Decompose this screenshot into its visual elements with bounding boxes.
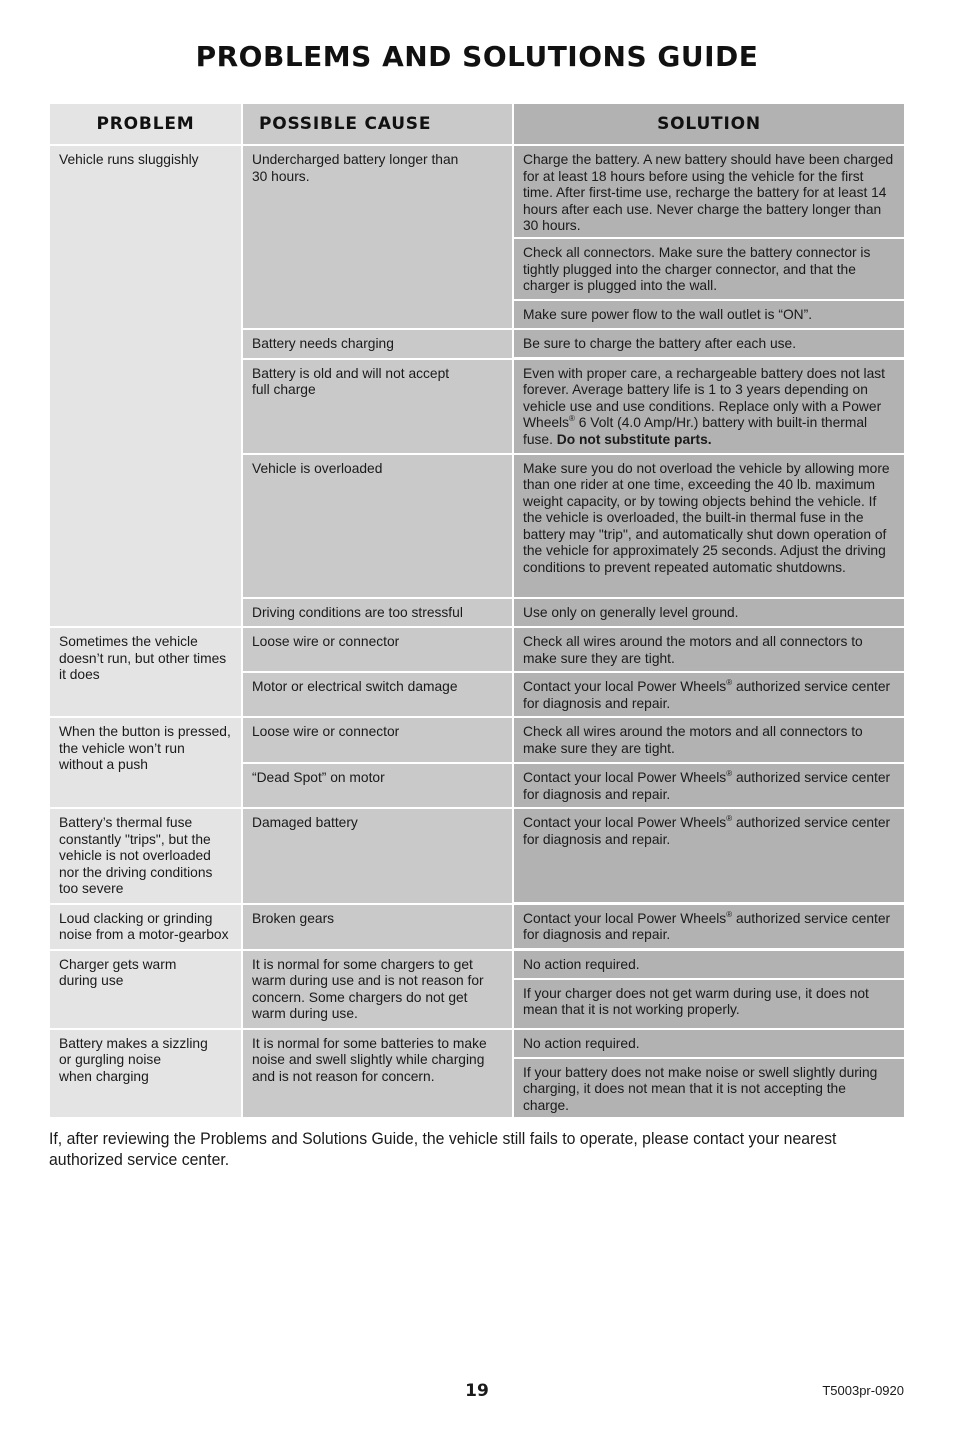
text-line: Charge the battery. A new battery should have been charged for at least 18 hours before using the vehicle for the first time. After first-time use, recharge the battery for at least 14 hours after each use. Never charge the battery longer than 30 hours. bbox=[523, 152, 894, 233]
text-line: when charging bbox=[59, 1068, 149, 1084]
text-run: Contact your local Power Wheels bbox=[523, 770, 727, 785]
registered-mark: ® bbox=[726, 678, 733, 687]
text-line: during use bbox=[59, 973, 124, 988]
text-line: Loose wire or connector bbox=[252, 634, 400, 649]
problem-cell bbox=[50, 144, 243, 626]
footer-note: If, after reviewing the Problems and Solutions Guide, the vehicle still fails to operate, please contact your nearest authorized service center. bbox=[49, 1129, 837, 1169]
emphasis-text: Do not substitute parts. bbox=[556, 431, 712, 447]
registered-mark: ® bbox=[726, 909, 733, 919]
rich-text bbox=[523, 911, 890, 943]
problem-cell bbox=[50, 903, 243, 949]
text-line: Vehicle is overloaded bbox=[252, 460, 383, 476]
registered-mark: ® bbox=[726, 769, 733, 778]
rich-text bbox=[523, 366, 885, 447]
text-run: authorized service center for diagnosis and repair. bbox=[523, 679, 891, 711]
header-solution: SOLUTION bbox=[514, 104, 904, 144]
problem-cell bbox=[50, 949, 243, 1028]
text-line: If your charger does not get warm during use, it does not mean that it is not working properly. bbox=[523, 985, 869, 1017]
rich-text bbox=[523, 815, 890, 847]
solution-cell bbox=[514, 299, 904, 328]
solution-cell bbox=[514, 328, 904, 357]
text-run: Contact your local Power Wheels bbox=[523, 815, 727, 830]
text-line: Driving conditions are too stressful bbox=[252, 604, 463, 620]
cause-cell bbox=[243, 762, 514, 807]
text-line: Motor or electrical switch damage bbox=[252, 679, 458, 694]
text-line: Loud clacking or grinding noise from a motor-gearbox bbox=[59, 910, 229, 942]
cause-cell bbox=[243, 716, 514, 762]
cause-cell bbox=[243, 903, 514, 949]
header-possible-cause: POSSIBLE CAUSE bbox=[243, 104, 514, 144]
text-run: Contact your local Power Wheels bbox=[523, 910, 727, 926]
problem-cell bbox=[50, 626, 243, 716]
cause-cell bbox=[243, 949, 514, 1028]
problem-cell bbox=[50, 716, 243, 807]
cause-cell bbox=[243, 597, 514, 627]
solution-cell bbox=[514, 453, 904, 597]
text-line: If your battery does not make noise or swell slightly during charging, it does not mean that it is not accepting the charge. bbox=[523, 1064, 878, 1113]
solution-cell bbox=[514, 762, 904, 807]
text-line: No action required. bbox=[523, 1035, 640, 1051]
text-line: Damaged battery bbox=[252, 815, 358, 830]
text-line: No action required. bbox=[523, 956, 640, 972]
cause-cell bbox=[243, 1028, 514, 1117]
cause-cell bbox=[243, 807, 514, 903]
text-line: Battery needs charging bbox=[252, 336, 394, 351]
text-run: authorized service center for diagnosis and repair. bbox=[523, 910, 891, 942]
text-line: Battery makes a sizzling bbox=[59, 1035, 208, 1051]
page-title: PROBLEMS AND SOLUTIONS GUIDE bbox=[195, 40, 759, 73]
text-line: Broken gears bbox=[252, 910, 335, 926]
text-line: Undercharged battery longer than bbox=[252, 152, 459, 167]
solution-cell bbox=[514, 1028, 904, 1057]
text-line: Make sure power flow to the wall outlet is “ON”. bbox=[523, 307, 813, 322]
problem-cell bbox=[50, 1028, 243, 1117]
text-line: Check all wires around the motors and all connectors to make sure they are tight. bbox=[523, 634, 863, 666]
text-line: Be sure to charge the battery after each use. bbox=[523, 336, 797, 351]
text-run: Even with proper care, a rechargeable battery does not last forever. Average battery life is 1 to 3 years depending on vehicle use and use conditions. Replace only with a Power Wheels bbox=[523, 365, 885, 430]
solution-cell bbox=[514, 671, 904, 716]
text-run: 6 Volt (4.0 Amp/Hr.) battery with built-in thermal fuse. bbox=[523, 415, 868, 447]
text-line: Charger gets warm bbox=[59, 956, 177, 972]
cause-cell bbox=[243, 626, 514, 671]
text-line: It is normal for some chargers to get warm during use and is not reason for concern. Some chargers do not get warm during use. bbox=[252, 956, 484, 1021]
solution-cell bbox=[514, 903, 904, 948]
solution-cell bbox=[514, 597, 904, 626]
text-line: Loose wire or connector bbox=[252, 724, 400, 739]
header-problem: PROBLEM bbox=[50, 104, 243, 144]
text-line: 30 hours. bbox=[252, 168, 310, 184]
cause-cell bbox=[243, 453, 514, 597]
solution-cell bbox=[514, 978, 904, 1028]
solution-cell bbox=[514, 716, 904, 762]
rich-text bbox=[523, 679, 890, 711]
document-code: T5003pr-0920 bbox=[822, 1383, 904, 1398]
text-line: “Dead Spot” on motor bbox=[252, 770, 385, 785]
text-line: When the button is pressed, the vehicle won’t run without a push bbox=[59, 724, 231, 772]
text-line: full charge bbox=[252, 382, 316, 397]
text-line: Battery is old and will not accept bbox=[252, 365, 450, 381]
cause-cell bbox=[243, 144, 514, 328]
registered-mark: ® bbox=[726, 814, 733, 823]
text-line: Check all connectors. Make sure the battery connector is tightly plugged into the charger connector, and that the charger is plugged into the wall. bbox=[523, 245, 871, 293]
text-line: Check all wires around the motors and all connectors to make sure they are tight. bbox=[523, 724, 863, 756]
text-run: authorized service center for diagnosis and repair. bbox=[523, 815, 891, 847]
text-run: authorized service center for diagnosis and repair. bbox=[523, 770, 891, 802]
text-line: Use only on generally level ground. bbox=[523, 604, 739, 620]
cause-cell bbox=[243, 358, 514, 453]
solution-cell bbox=[514, 949, 904, 978]
cause-cell bbox=[243, 328, 514, 358]
solution-cell bbox=[514, 807, 904, 902]
text-line: It is normal for some batteries to make noise and swell slightly while charging and is not reason for concern. bbox=[252, 1035, 487, 1084]
text-line: Make sure you do not overload the vehicle by allowing more than one rider at one time, exceeding the 40 lb. maximum weight capacity, or by towing objects behind the vehicle. If the vehicle is overloaded, the built-in thermal fuse in the battery may "trip", and automatically shut down operation of the vehicle for approximately 25 seconds. Adjust the driving conditions to prevent repeated automatic shutdowns. bbox=[523, 460, 890, 575]
cause-cell bbox=[243, 671, 514, 716]
rich-text bbox=[523, 770, 890, 802]
text-line: Vehicle runs sluggishly bbox=[59, 152, 199, 167]
problems-solutions-table bbox=[50, 104, 904, 1117]
page-number: 19 bbox=[465, 1381, 489, 1401]
solution-cell bbox=[514, 237, 904, 299]
registered-mark: ® bbox=[569, 414, 575, 423]
solution-cell bbox=[514, 626, 904, 671]
solution-cell bbox=[514, 1057, 904, 1117]
solution-cell bbox=[514, 144, 904, 237]
text-line: Battery’s thermal fuse constantly "trips", but the vehicle is not overloaded nor the driving conditions too severe bbox=[59, 815, 213, 896]
text-line: Sometimes the vehicle doesn’t run, but other times it does bbox=[59, 634, 227, 682]
text-line: or gurgling noise bbox=[59, 1052, 162, 1067]
text-run: Contact your local Power Wheels bbox=[523, 679, 727, 694]
solution-cell bbox=[514, 358, 904, 453]
problem-cell bbox=[50, 807, 243, 903]
